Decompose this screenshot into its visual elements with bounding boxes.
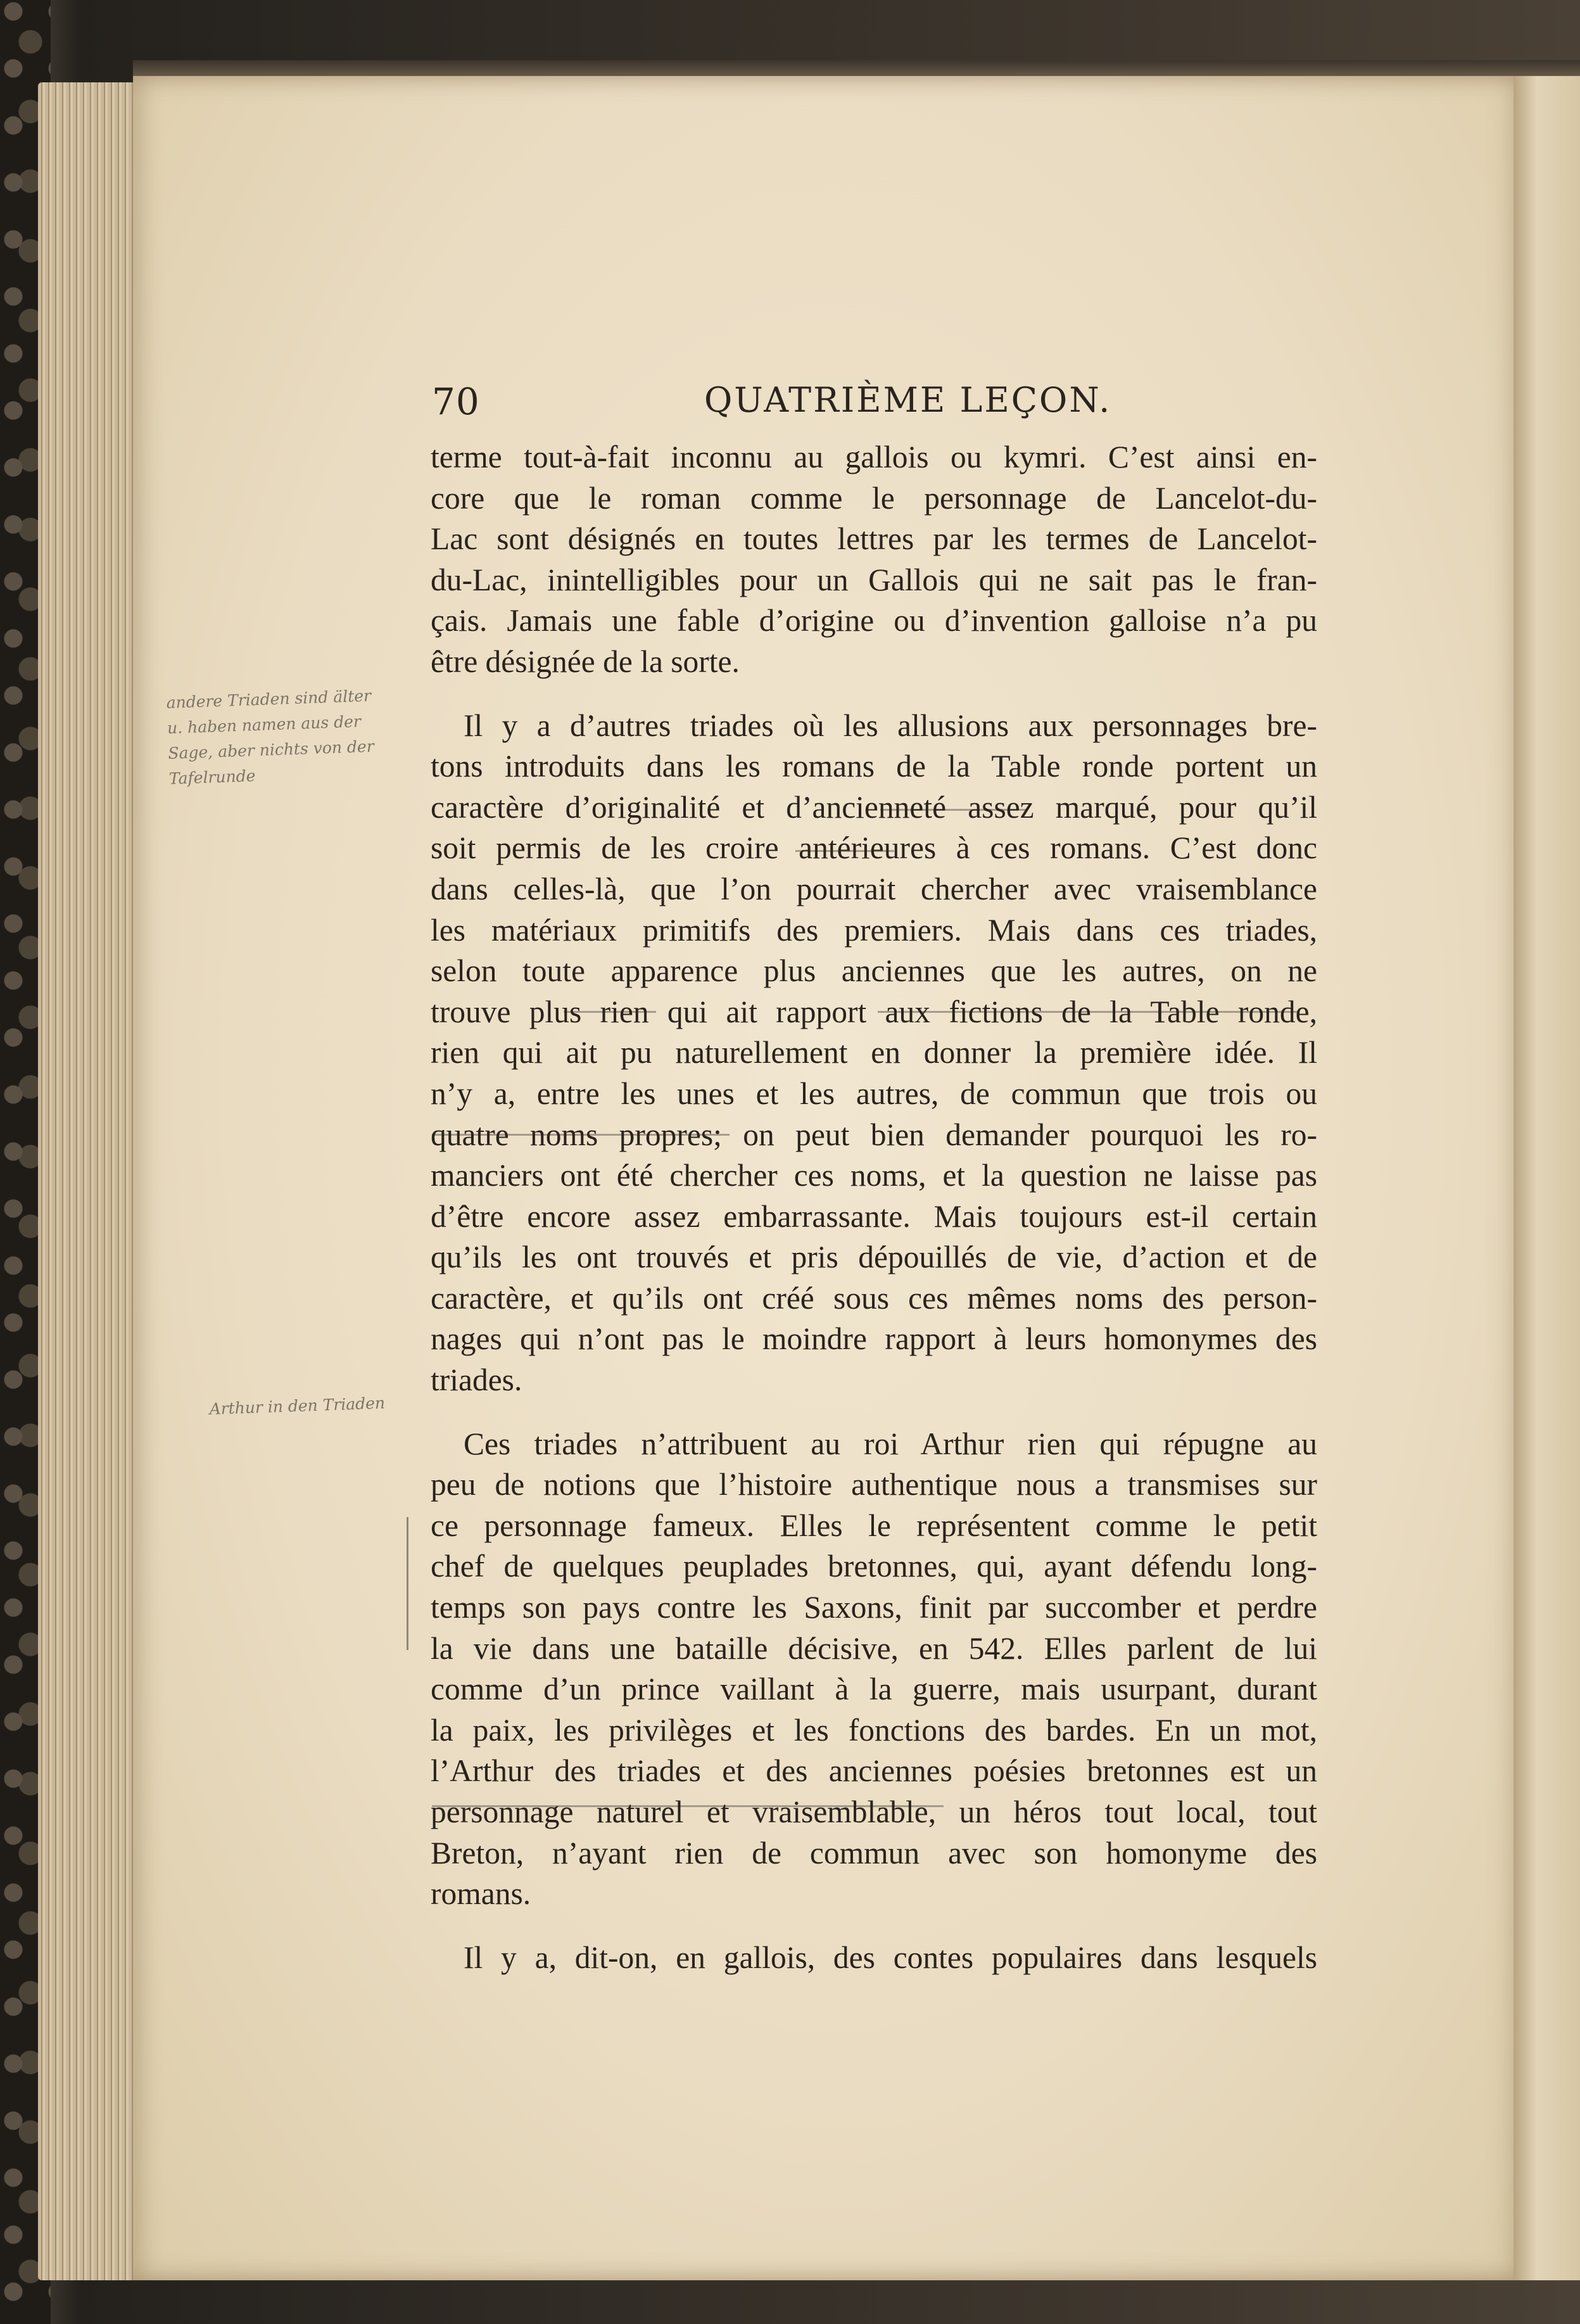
- text-line: romans.: [431, 1876, 531, 1912]
- chapter-title: QUATRIÈME LEÇON.: [704, 380, 1112, 420]
- margin-note-line: Arthur in den Triaden: [209, 1394, 386, 1418]
- paragraph: [431, 706, 1317, 1401]
- text-line: quatre noms propres; on peut bien demander pourquoi les ro-: [431, 1117, 1317, 1152]
- text-line: caractère d’originalité et d’ancienneté assez marqué, pour qu’il: [431, 789, 1317, 825]
- page-stack-edges: [38, 82, 139, 2280]
- body-text: [431, 437, 1317, 1978]
- text-line: d’être encore assez embarrassante. Mais toujours est-il certain: [431, 1198, 1317, 1234]
- text-line: du-Lac, inintelligibles pour un Gallois qui ne sait pas le fran-: [431, 562, 1317, 597]
- margin-note-line: andere Triaden sind älter: [166, 686, 372, 712]
- text-line: la paix, les privilèges et les fonctions des bardes. En un mot,: [431, 1712, 1317, 1748]
- text-line: la vie dans une bataille décisive, en 542. Elles parlent de lui: [431, 1630, 1317, 1666]
- text-line: dans celles-là, que l’on pourrait chercher avec vraisemblance: [431, 871, 1317, 906]
- handwritten-margin-note: [166, 683, 376, 792]
- text-line: temps son pays contre les Saxons, finit par succomber et perdre: [431, 1590, 1317, 1625]
- text-line: terme tout-à-fait inconnu au gallois ou kymri. C’est ainsi en-: [431, 440, 1317, 474]
- text-line: chef de quelques peuplades bretonnes, qui, ayant défendu long-: [431, 1549, 1317, 1584]
- text-line: core que le roman comme le personnage de Lancelot-du-: [431, 480, 1317, 516]
- text-line: peu de notions que l’histoire authentique nous a transmises sur: [431, 1467, 1317, 1502]
- margin-note-line: u. haben namen aus der: [167, 712, 362, 737]
- text-line: l’Arthur des triades et des anciennes poésies bretonnes est un: [431, 1753, 1317, 1789]
- page-number: 70: [432, 380, 480, 423]
- text-line: rien qui ait pu naturellement en donner la première idée. Il: [431, 1035, 1317, 1070]
- text-line: çais. Jamais une fable d’origine ou d’invention galloise n’a pu: [431, 603, 1317, 638]
- text-line: Ces triades n’attribuent au roi Arthur rien qui répugne au: [464, 1426, 1317, 1461]
- margin-note-line: Sage, aber nichts von der: [167, 737, 375, 763]
- text-line: triades.: [431, 1362, 522, 1398]
- text-line: selon toute apparence plus anciennes que les autres, on ne: [431, 953, 1317, 989]
- text-line: caractère, et qu’ils ont créé sous ces mêmes noms des person-: [431, 1280, 1317, 1316]
- paragraph: [431, 1938, 1317, 1979]
- facing-page-edge: [1514, 76, 1580, 2280]
- text-line: Breton, n’ayant rien de commun avec son homonyme des: [431, 1835, 1317, 1870]
- text-line: soit permis de les croire antérieures à ces romans. C’est donc: [431, 830, 1317, 866]
- text-line: trouve plus rien qui ait rapport aux fictions de la Table ronde,: [431, 994, 1317, 1029]
- text-line: Lac sont désignés en toutes lettres par les termes de Lancelot-: [431, 521, 1317, 557]
- text-line: comme d’un prince vaillant à la guerre, mais usurpant, durant: [431, 1672, 1317, 1707]
- paragraph: [431, 437, 1317, 683]
- running-head: [432, 380, 1318, 431]
- text-line: tons introduits dans les romans de la Table ronde portent un: [431, 749, 1317, 784]
- text-line: les matériaux primitifs des premiers. Mais dans ces triades,: [431, 912, 1317, 948]
- pencil-margin-bar: [407, 1517, 408, 1650]
- text-line: Il y a d’autres triades où les allusions aux personnages bre-: [464, 708, 1317, 743]
- text-line: qu’ils les ont trouvés et pris dépouillés de vie, d’action et de: [431, 1240, 1317, 1275]
- text-line: n’y a, entre les unes et les autres, de commun que trois ou: [431, 1076, 1317, 1111]
- text-line: être désignée de la sorte.: [431, 644, 740, 679]
- text-line: nages qui n’ont pas le moindre rapport à leurs homonymes des: [431, 1321, 1317, 1357]
- text-line: manciers ont été chercher ces noms, et la question ne laisse pas: [431, 1158, 1317, 1193]
- paragraph: [431, 1424, 1317, 1915]
- text-line: ce personnage fameux. Elles le représentent comme le petit: [431, 1508, 1317, 1543]
- text-line: personnage naturel et vraisemblable, un héros tout local, tout: [431, 1794, 1317, 1829]
- text-line: Il y a, dit-on, en gallois, des contes populaires dans lesquels: [464, 1940, 1317, 1975]
- margin-note-line: Tafelrunde: [168, 766, 256, 788]
